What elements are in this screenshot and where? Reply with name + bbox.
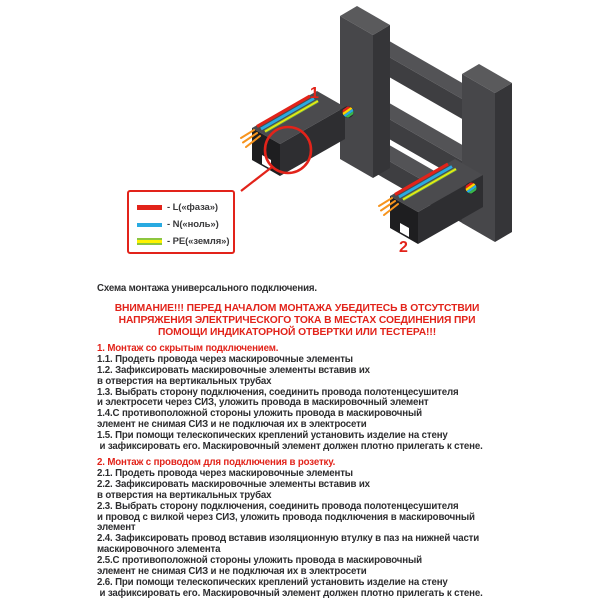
step-line: элемент (97, 522, 136, 534)
step-line: и электросети через СИЗ, уложить провода в маскировочный элемент (97, 397, 429, 409)
step-line: и провод с вилкой через СИЗ, уложить провода подключения в маскировочный (97, 511, 475, 523)
section-hidden-connection (97, 344, 543, 453)
section-1-title: 1. Монтаж со скрытым подключением. (97, 342, 279, 354)
step-line: 1.2. Зафиксировать маскировочные элементы вставив их (97, 364, 370, 376)
callout-leader-line (241, 167, 272, 191)
phase-wire-swatch (137, 205, 162, 210)
step-line: 2.1. Продеть провода через маскировочные элементы (97, 467, 353, 479)
scheme-title: Схема монтажа универсального подключения. (97, 283, 317, 294)
step-line: элемент не снимая СИЗ и не подключая их в электросети (97, 566, 367, 578)
warning-line: ВНИМАНИЕ!!! ПЕРЕД НАЧАЛОМ МОНТАЖА УБЕДИТЕСЬ В ОТСУТСТВИИ (114, 302, 480, 314)
rail-post-right (462, 64, 512, 242)
warning-text (85, 303, 509, 339)
instructions (97, 284, 543, 600)
step-line: 1.4.С противоположной стороны уложить провода в маскировочный (97, 408, 422, 420)
step-line: 2.5.С противоположной стороны уложить провода в маскировочный (97, 555, 422, 567)
neutral-wire-swatch (137, 223, 162, 227)
legend-label-neutral: - N(«ноль») (167, 219, 219, 230)
step-line: 1.3. Выбрать сторону подключения, соединить провода полотенцесушителя (97, 386, 459, 398)
legend-label-phase: - L(«фаза») (167, 202, 218, 213)
wire-color-legend (127, 190, 235, 254)
earth-wire-swatch (137, 238, 162, 245)
step-line: в отверстия на вертикальных трубах (97, 375, 272, 387)
step-line: маскировочного элемента (97, 544, 221, 556)
towel-rail-diagram (0, 0, 600, 285)
step-line: 2.2. Зафиксировать маскировочные элементы вставив их (97, 478, 370, 490)
warning-line: НАПРЯЖЕНИЯ ЭЛЕКТРИЧЕСКОГО ТОКА В МЕСТАХ СОЕДИНЕНИЯ ПРИ (118, 314, 476, 326)
step-line: 2.4. Зафиксировать провод вставив изоляционную втулку в паз на нижней части (97, 533, 480, 545)
step-line: 2.6. При помощи телескопических креплений установить изделие на стену (97, 576, 448, 588)
warning-line: ПОМОЩИ ИНДИКАТОРНОЙ ОТВЕРТКИ ИЛИ ТЕСТЕРА!!! (157, 326, 437, 338)
step-line: и зафиксировать его. Маскировочный элемент должен плотно прилегать к стене. (97, 441, 483, 453)
step-line: 2.3. Выбрать сторону подключения, соединить провода полотенцесушителя (97, 500, 459, 512)
rail-post-left (340, 6, 390, 178)
masking-element-1 (241, 91, 345, 176)
legend-row-neutral (137, 216, 233, 233)
connection-point-label-2: 2 (399, 239, 408, 256)
legend-row-earth (137, 233, 233, 250)
step-line: 1.5. При помощи телескопических креплений установить изделие на стену (97, 430, 448, 442)
step-line: элемент не снимая СИЗ и не подключая их в электросети (97, 419, 367, 431)
step-line: в отверстия на вертикальных трубах (97, 489, 272, 501)
section-2-title: 2. Монтаж с проводом для подключения в розетку. (97, 456, 336, 468)
step-line: 1.1. Продеть провода через маскировочные элементы (97, 353, 353, 365)
section-plug-connection (97, 458, 543, 600)
legend-label-earth: - PE(«земля») (167, 236, 230, 247)
connection-point-label-1: 1 (310, 85, 319, 102)
legend-row-phase (137, 199, 233, 216)
step-line: и зафиксировать его. Маскировочный элемент должен плотно прилегать к стене. (97, 587, 483, 599)
